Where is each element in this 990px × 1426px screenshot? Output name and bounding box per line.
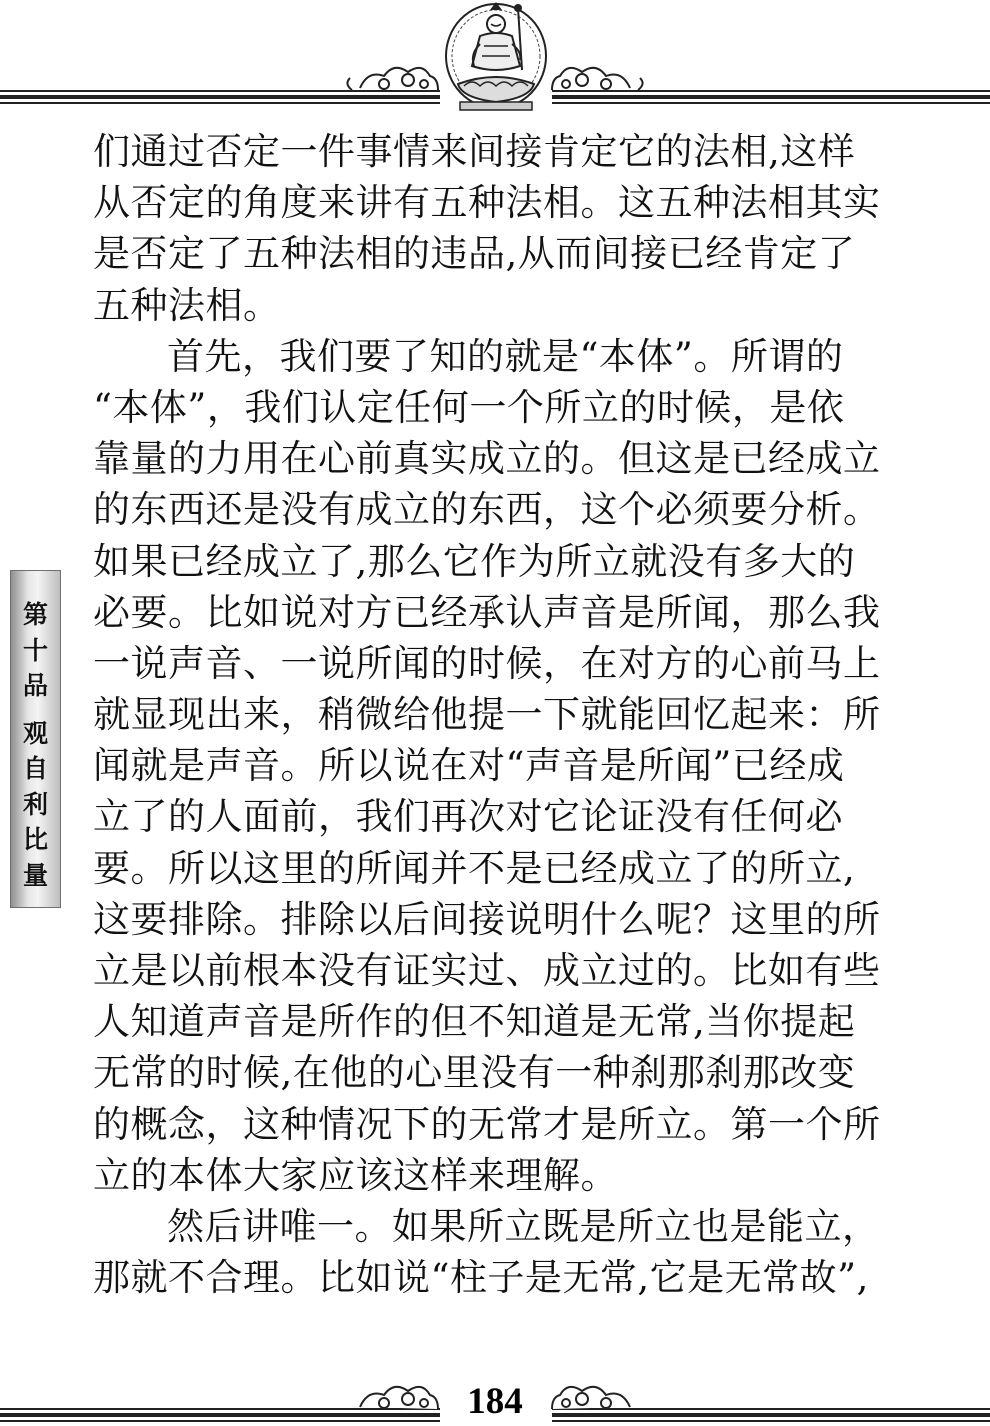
- chapter-char: 品: [22, 671, 48, 700]
- text-line: 人知道声音是所作的但不知道是无常,当你提起: [93, 1000, 856, 1044]
- page-header: [0, 0, 990, 115]
- chapter-title-char: 比: [22, 825, 48, 854]
- text-line: 这要排除。排除以后间接说明什么呢？这里的所: [93, 897, 881, 941]
- text-line: 一说声音、一说所闻的时候，在对方的心前马上: [93, 641, 881, 685]
- chapter-title-char: 观: [22, 718, 48, 748]
- text-line: 靠量的力用在心前真实成立的。但这是已经成立: [93, 437, 881, 481]
- text-line: 的概念，这种情况下的无常才是所立。第一个所: [93, 1102, 881, 1146]
- text-line: 那就不合理。比如说“柱子是无常,它是无常故”,: [93, 1256, 869, 1300]
- text-line: 立了的人面前，我们再次对它论证没有任何必: [93, 795, 843, 839]
- text-line: 无常的时候,在他的心里没有一种刹那刹那改变: [93, 1051, 856, 1095]
- text-line: 就显现出来，稍微给他提一下就能回忆起来：所: [93, 693, 881, 737]
- text-line: 的东西还是没有成立的东西，这个必须要分析。: [93, 488, 881, 532]
- chapter-title-char: 自: [22, 754, 48, 783]
- cloud-scroll-icon: [347, 68, 438, 90]
- text-line: 立是以前根本没有证实过、成立过的。比如有些: [93, 949, 881, 992]
- chapter-side-tab: [10, 570, 61, 908]
- text-line: 立的本体大家应该这样来理解。: [93, 1153, 618, 1197]
- tab-spacer: [11, 704, 60, 716]
- text-line: 闻就是声音。所以说在对“声音是所闻”已经成: [93, 744, 845, 788]
- text-line: “本体”，我们认定任何一个所立的时候，是依: [93, 385, 845, 429]
- text-line: 五种法相。: [93, 283, 281, 327]
- chapter-title-char: 量: [22, 860, 48, 890]
- cloud-scroll-icon: [552, 68, 643, 90]
- paragraph-start-line: 然后讲唯一。如果所立既是所立也是能立，: [167, 1204, 880, 1248]
- cloud-scroll-icon: [552, 1387, 630, 1409]
- chapter-char: 第: [22, 600, 48, 629]
- text-line: 如果已经成立了,那么它作为所立就没有多大的: [93, 539, 856, 583]
- body-text: [93, 126, 893, 1303]
- deity-figure-icon: [440, 0, 552, 112]
- text-line: 从否定的角度来讲有五种法相。这五种法相其实: [93, 181, 881, 225]
- page-number: 184: [467, 1381, 523, 1422]
- text-line: 要。所以这里的所闻并不是已经成立了的所立,: [93, 846, 856, 890]
- paragraph-start-line: 首先，我们要了知的就是“本体”。所谓的: [167, 334, 844, 378]
- chapter-char: 十: [22, 635, 48, 665]
- chapter-title-char: 利: [22, 789, 48, 819]
- text-line: 们通过否定一件事情来间接肯定它的法相,这样: [93, 130, 856, 173]
- text-line: 是否定了五种法相的违品,从而间接已经肯定了: [93, 232, 856, 276]
- cloud-scroll-icon: [360, 1387, 438, 1409]
- text-line: 必要。比如说对方已经承认声音是所闻，那么我: [93, 590, 881, 634]
